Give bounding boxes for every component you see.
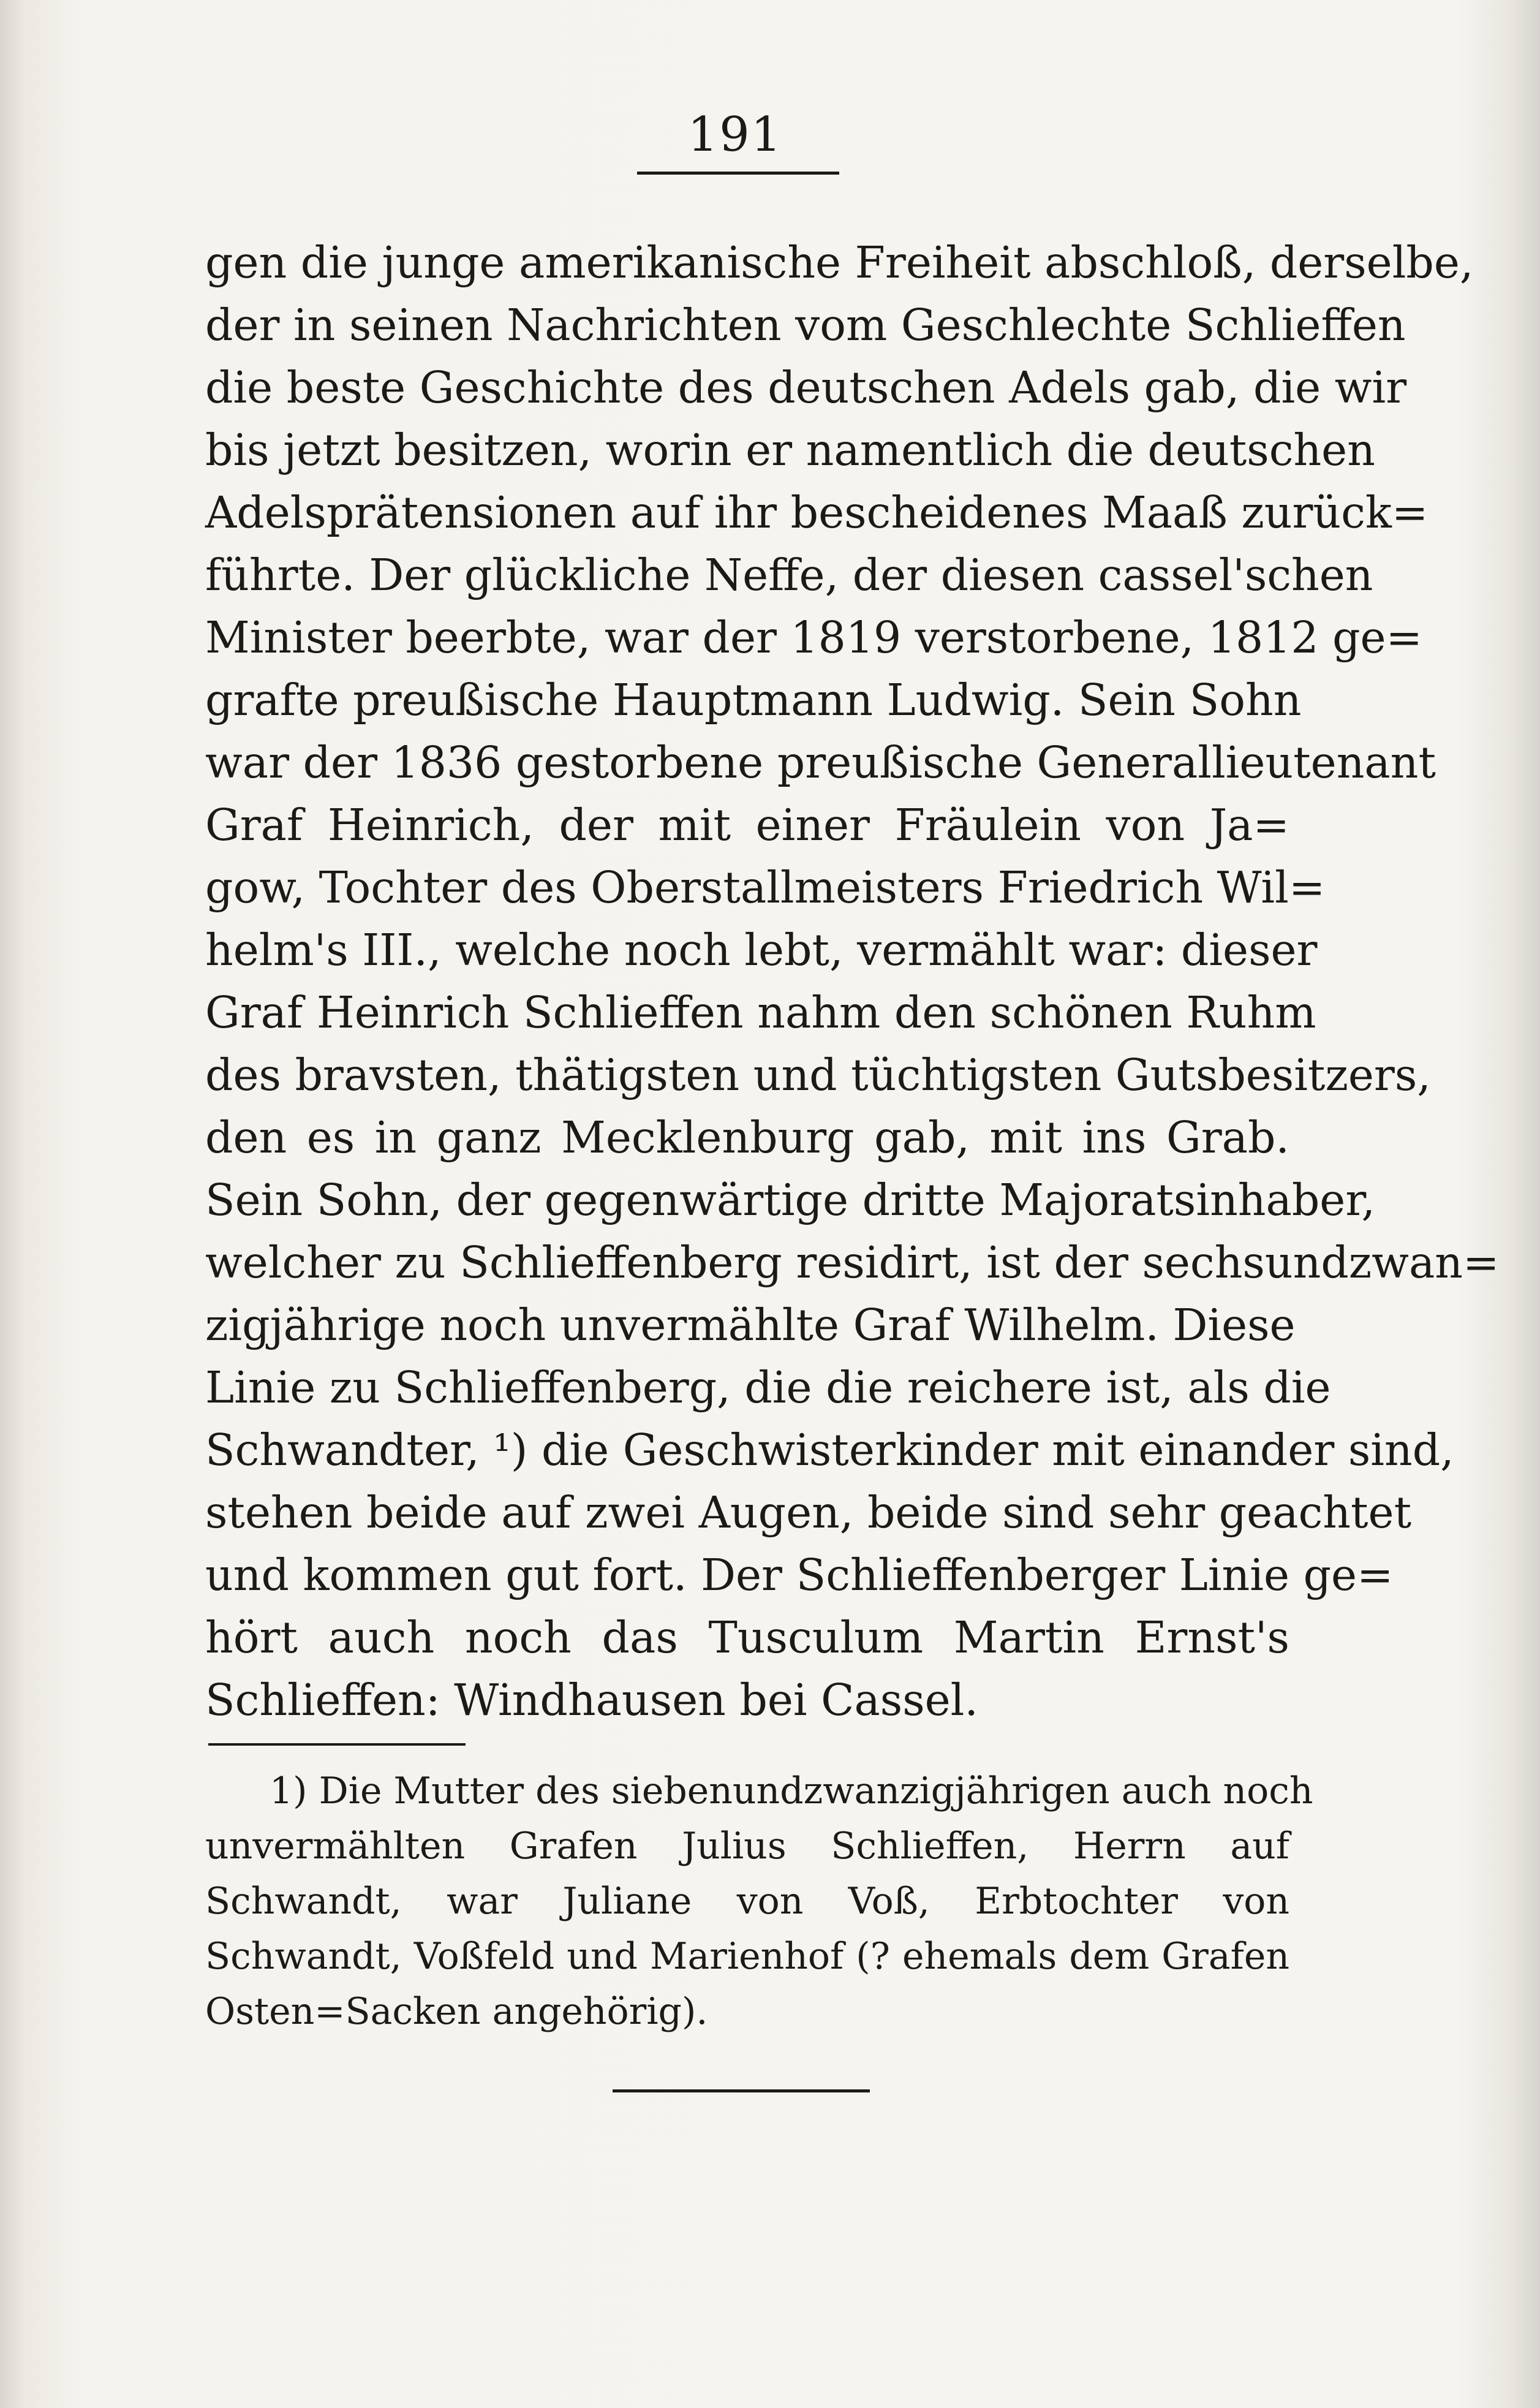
body-line: Schwandter, ¹) die Geschwisterkinder mit einander sind,: [205, 1425, 1454, 1475]
body-text: [205, 232, 1500, 1732]
footnote-line: Schwandt, war Juliane von Voß, Erbtochter von: [205, 1880, 1289, 1923]
end-rule: [613, 2089, 870, 2092]
body-line: grafte preußische Hauptmann Ludwig. Sein Sohn: [205, 675, 1302, 725]
body-line: stehen beide auf zwei Augen, beide sind sehr geachtet: [205, 1487, 1412, 1538]
footnote-line: 1) Die Mutter des siebenundzwanzigjährigen auch noch: [270, 1770, 1313, 1812]
footnote-rule: [208, 1743, 466, 1746]
body-line: helm's III., welche noch lebt, vermählt war: dieser: [205, 925, 1318, 975]
body-line: welcher zu Schlieffenberg residirt, ist der sechsundzwan=: [205, 1237, 1500, 1288]
body-line: zigjährige noch unvermählte Graf Wilhelm. Diese: [205, 1300, 1296, 1350]
body-line: war der 1836 gestorbene preußische Generallieutenant: [205, 737, 1436, 788]
body-line: bis jetzt besitzen, worin er namentlich die deutschen: [205, 425, 1375, 475]
body-line: hört auch noch das Tusculum Martin Ernst's: [205, 1612, 1289, 1663]
body-line: die beste Geschichte des deutschen Adels gab, die wir: [205, 362, 1407, 413]
body-line: Sein Sohn, der gegenwärtige dritte Majoratsinhaber,: [205, 1175, 1376, 1225]
body-line: gen die junge amerikanische Freiheit abschloß, derselbe,: [205, 237, 1474, 288]
body-line: Schlieffen: Windhausen bei Cassel.: [205, 1675, 978, 1725]
page-number: 191: [687, 107, 783, 162]
body-line: des bravsten, thätigsten und tüchtigsten Gutsbesitzers,: [205, 1050, 1431, 1100]
footnote-line: Osten=Sacken angehörig).: [205, 1990, 708, 2033]
body-line: führte. Der glückliche Neffe, der diesen cassel'schen: [205, 550, 1373, 600]
body-line: den es in ganz Mecklenburg gab, mit ins Grab.: [205, 1112, 1289, 1163]
body-line: und kommen gut fort. Der Schlieffenberger Linie ge=: [205, 1550, 1394, 1600]
page-number-rule: [637, 172, 839, 175]
body-line: der in seinen Nachrichten vom Geschlechte Schlieffen: [205, 300, 1406, 350]
body-line: Linie zu Schlieffenberg, die die reichere ist, als die: [205, 1362, 1331, 1413]
body-line: Minister beerbte, war der 1819 verstorbene, 1812 ge=: [205, 612, 1423, 663]
body-line: Graf Heinrich Schlieffen nahm den schönen Ruhm: [205, 987, 1316, 1038]
footnote: [205, 1763, 1313, 2039]
footnote-line: unvermählten Grafen Julius Schlieffen, Herrn auf: [205, 1825, 1289, 1868]
body-line: Graf Heinrich, der mit einer Fräulein von Ja=: [205, 800, 1289, 850]
body-line: gow, Tochter des Oberstallmeisters Friedrich Wil=: [205, 862, 1326, 913]
body-line: Adelsprätensionen auf ihr bescheidenes Maaß zurück=: [205, 487, 1429, 538]
footnote-line: Schwandt, Voßfeld und Marienhof (? ehemals dem Grafen: [205, 1935, 1289, 1978]
